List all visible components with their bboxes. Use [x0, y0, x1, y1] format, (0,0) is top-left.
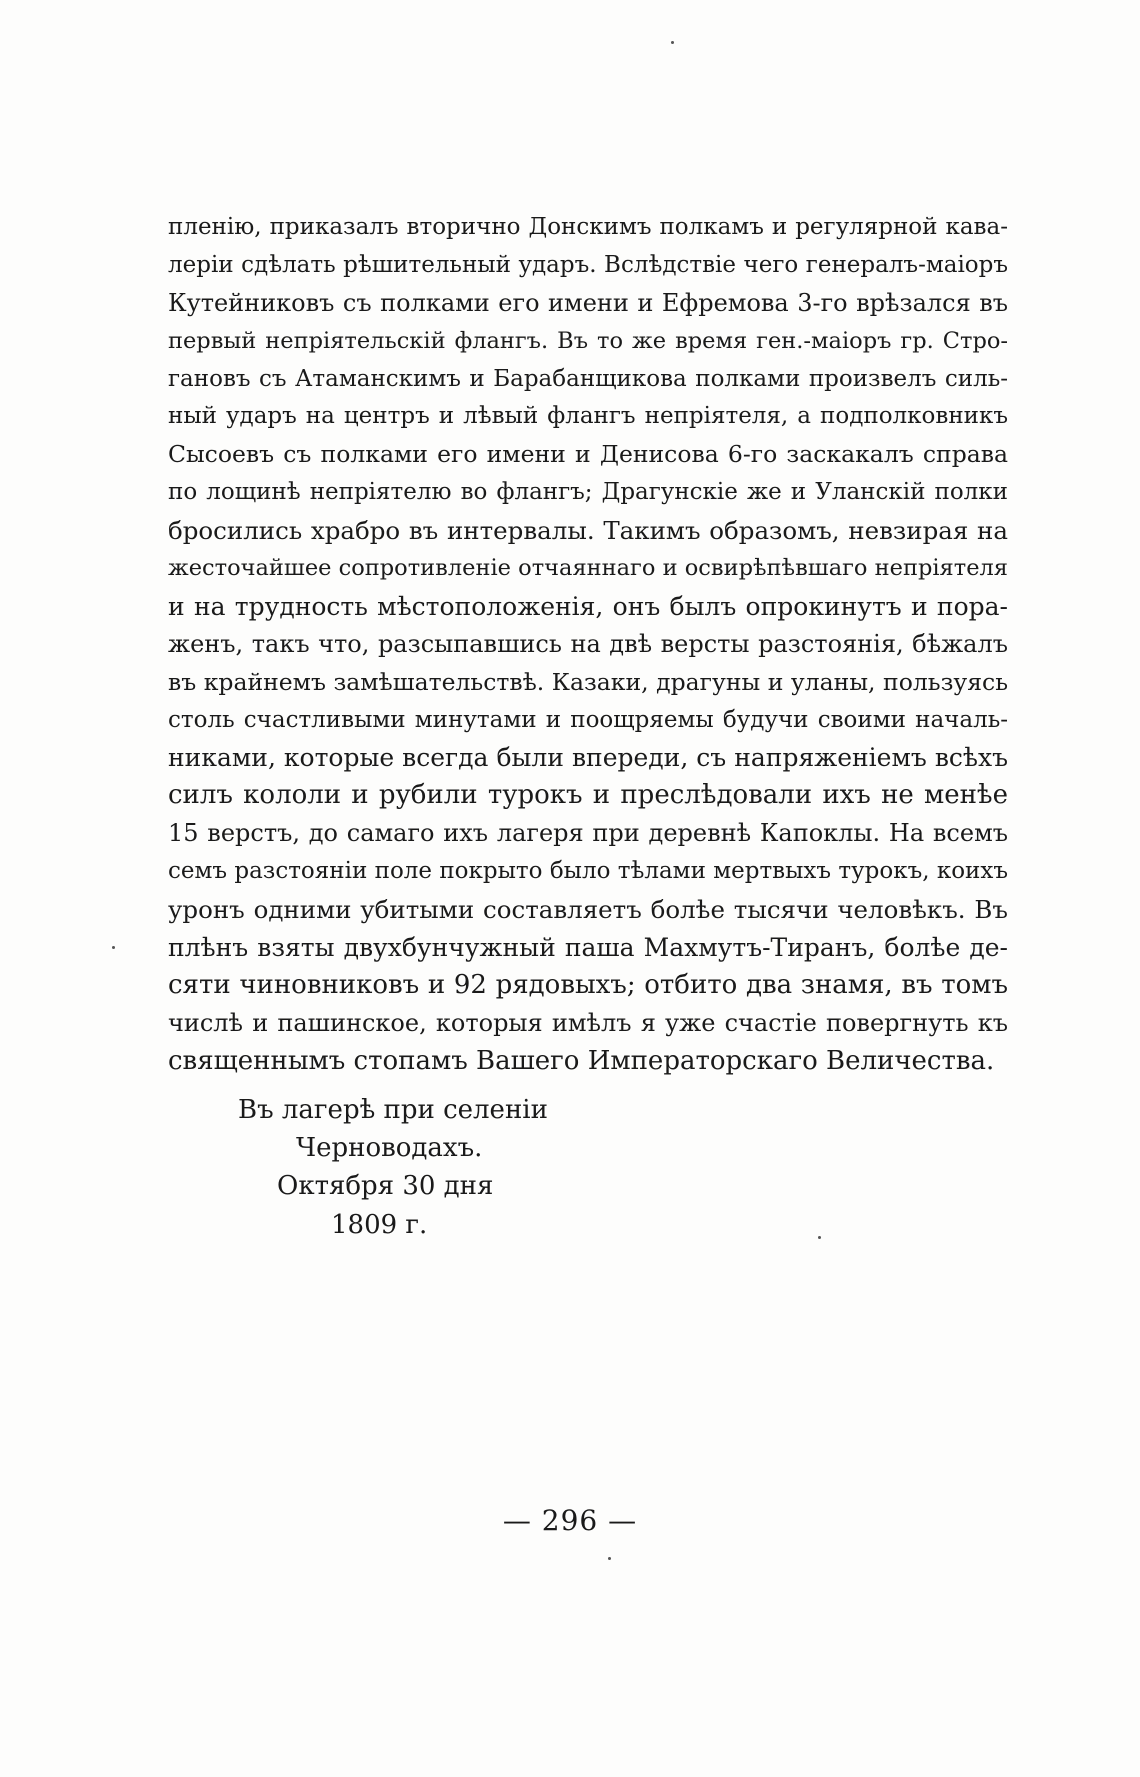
text-line: женъ, такъ что, разсыпавшись на двѣ версты разстоянія, бѣжалъ: [168, 629, 1008, 658]
text-line: семъ разстояніи поле покрыто было тѣлами мертвыхъ турокъ, коихъ: [168, 858, 1008, 885]
text-line: Сысоевъ съ полками его имени и Денисова 6-го заскакалъ справа: [168, 440, 1008, 469]
text-line: леріи сдѣлать рѣшительный ударъ. Вслѣдствіе чего генералъ-маіоръ: [168, 251, 1008, 278]
text-line: бросились храбро въ интервалы. Такимъ образомъ, невзирая на: [168, 516, 1008, 546]
paper-speck: [112, 946, 115, 949]
text-line: числѣ и пашинское, которыя имѣлъ я уже счастіе повергнуть къ: [168, 1008, 1008, 1037]
text-line: гановъ съ Атаманскимъ и Барабанщикова полками произвелъ силь-: [168, 365, 1008, 392]
text-line: пленію, приказалъ вторично Донскимъ полкамъ и регулярной кава-: [168, 214, 1008, 240]
text-line: сяти чиновниковъ и 92 рядовыхъ; отбито два знамя, въ томъ: [168, 969, 1008, 1000]
closing-place: Черноводахъ.: [296, 1133, 483, 1163]
text-line: Кутейниковъ съ полками его имени и Ефремова 3-го врѣзался въ: [168, 288, 1008, 317]
paper-speck: [818, 1236, 821, 1239]
text-line: уронъ одними убитыми составляетъ болѣе тысячи человѣкъ. Въ: [168, 895, 1008, 925]
body-paragraph: [168, 209, 1008, 1080]
text-line: столь счастливыми минутами и поощряемы будучи своими началь-: [168, 706, 1008, 733]
page-number: — 296 —: [502, 1504, 638, 1537]
text-line: жесточайшее сопротивленіе отчаяннаго и освирѣпѣвшаго непріятеля: [168, 555, 1008, 582]
text-line: священнымъ стопамъ Вашего Императорскаго Величества.: [168, 1045, 995, 1076]
text-line: плѣнъ взяты двухбунчужный паша Махмутъ-Тиранъ, болѣе де-: [168, 932, 1008, 962]
text-line: силъ кололи и рубили турокъ и преслѣдовали ихъ не менѣе: [168, 780, 1008, 811]
text-line: никами, которые всегда были впереди, съ напряженіемъ всѣхъ: [168, 743, 1008, 773]
text-line: первый непріятельскій флангъ. Въ то же время ген.-маіоръ гр. Стро-: [168, 327, 1008, 354]
closing-location: Въ лагерѣ при селеніи: [238, 1095, 548, 1125]
closing-date: Октября 30 дня: [277, 1171, 494, 1201]
text-line: въ крайнемъ замѣшательствѣ. Казаки, драгуны и уланы, пользуясь: [168, 667, 1008, 696]
text-line: ный ударъ на центръ и лѣвый флангъ непріятеля, а подполковникъ: [168, 403, 1008, 430]
closing-year: 1809 г.: [331, 1210, 428, 1240]
text-line: 15 верстъ, до самаго ихъ лагеря при деревнѣ Капоклы. На всемъ: [168, 819, 1008, 848]
paper-speck: [671, 41, 674, 44]
text-line: по лощинѣ непріятелю во флангъ; Драгунскіе же и Уланскій полки: [168, 479, 1008, 506]
paper-speck: [608, 1557, 611, 1560]
text-line: и на трудность мѣстоположенія, онъ былъ опрокинутъ и пора-: [168, 591, 1008, 621]
